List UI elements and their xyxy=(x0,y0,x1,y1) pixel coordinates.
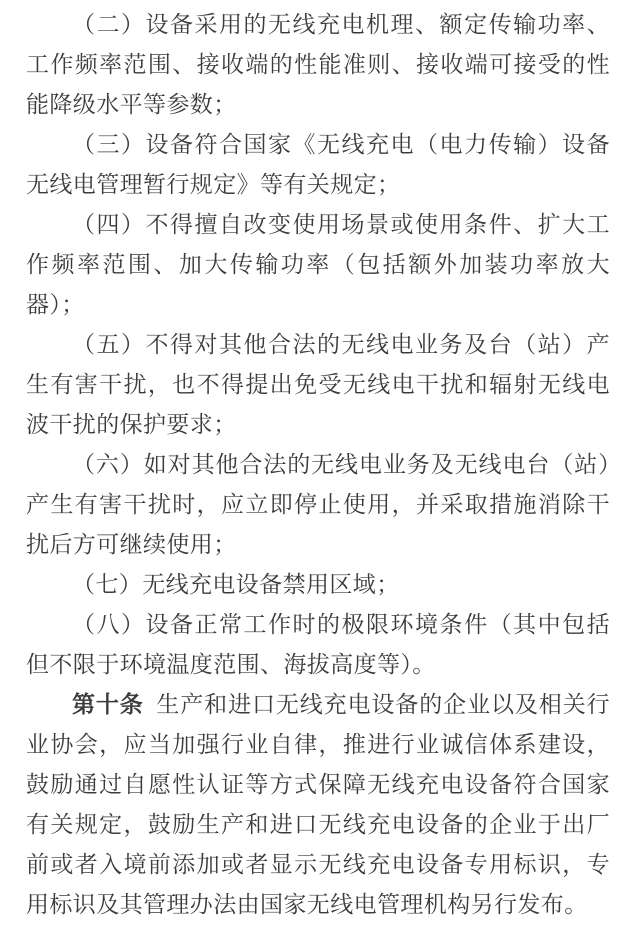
paragraph xyxy=(26,445,610,565)
paragraph xyxy=(26,685,610,925)
paragraph-text: （二）设备采用的无线充电机理、额定传输功率、工作频率范围、接收端的性能准则、接收端可接受的性能降级水平等参数； xyxy=(26,12,610,117)
paragraph-text: （三）设备符合国家《无线充电（电力传输）设备无线电管理暂行规定》等有关规定； xyxy=(26,132,610,197)
paragraph-text: （六）如对其他合法的无线电业务及无线电台（站）产生有害干扰时，应立即停止使用，并采取措施消除干扰后方可继续使用； xyxy=(26,452,610,557)
document-body xyxy=(26,5,610,925)
paragraph xyxy=(26,125,610,205)
paragraph xyxy=(26,605,610,685)
paragraph xyxy=(26,565,610,605)
paragraph-text: （七）无线充电设备禁用区域； xyxy=(72,572,400,597)
paragraph-text: 生产和进口无线充电设备的企业以及相关行业协会，应当加强行业自律，推进行业诚信体系建设，鼓励通过自愿性认证等方式保障无线充电设备符合国家有关规定，鼓励生产和进口无线充电设备的企业于出厂前或者入境前添加或者显示无线充电设备专用标识，专用标识及其管理办法由国家无线电管理机构另行发布。 xyxy=(26,692,610,917)
paragraph-text: （四）不得擅自改变使用场景或使用条件、扩大工作频率范围、加大传输功率（包括额外加装功率放大器）； xyxy=(26,212,610,317)
paragraph xyxy=(26,325,610,445)
paragraph-text: （五）不得对其他合法的无线电业务及台（站）产生有害干扰，也不得提出免受无线电干扰和辐射无线电波干扰的保护要求； xyxy=(26,332,610,437)
paragraph xyxy=(26,5,610,125)
paragraph xyxy=(26,205,610,325)
article-number: 第十条 xyxy=(72,692,144,717)
paragraph-text: （八）设备正常工作时的极限环境条件（其中包括但不限于环境温度范围、海拔高度等）。 xyxy=(26,612,610,677)
